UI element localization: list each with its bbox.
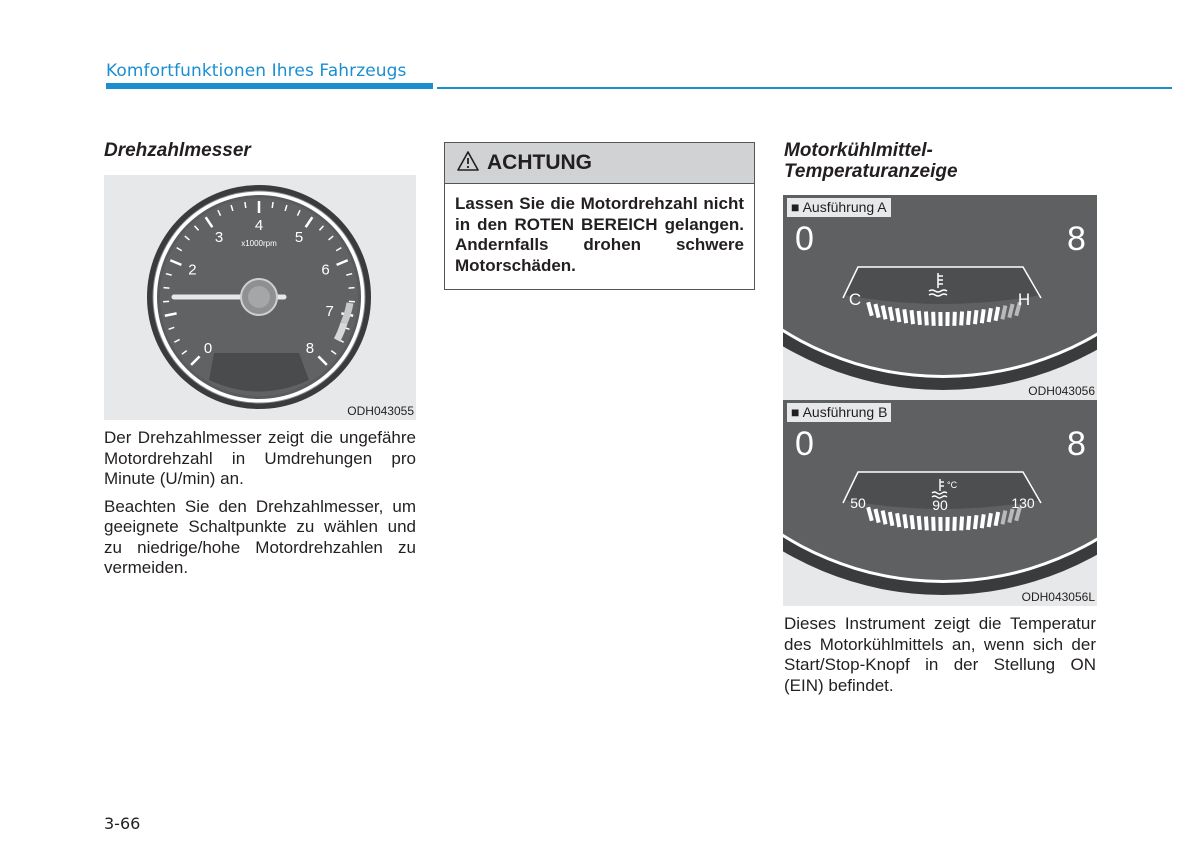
warning-box xyxy=(444,142,755,290)
gauge-a-right-number: 8 xyxy=(1067,220,1086,258)
coolant-heading xyxy=(784,140,958,182)
coolant-heading-line1: Motorkühlmittel- xyxy=(784,140,933,161)
header-rule-thin xyxy=(437,87,1172,89)
running-header: Komfortfunktionen Ihres Fahrzeugs xyxy=(106,61,407,81)
gauge-segment xyxy=(952,312,957,326)
tach-scale-label: 0 xyxy=(203,339,213,357)
warning-triangle-icon xyxy=(457,151,479,176)
gauge-b-left-number: 0 xyxy=(795,425,814,463)
coolant-heading-line2: Temperaturanzeige xyxy=(784,161,958,182)
tach-tick xyxy=(163,288,169,289)
variant-label-a: ■ Ausführung A xyxy=(787,198,891,217)
gauge-segment xyxy=(931,517,936,531)
tach-tick xyxy=(272,202,273,208)
gauge-segment xyxy=(952,517,957,531)
warning-header xyxy=(445,143,754,184)
gauge-segment xyxy=(945,312,949,326)
tach-scale-label: 3 xyxy=(214,229,224,247)
gauge-b-high-label: 130 xyxy=(1011,495,1035,511)
gauge-a-hot-label: H xyxy=(1017,290,1031,309)
paragraph: Der Drehzahlmesser zeigt die ungefähre Motordrehzahl in Umdrehungen pro Minute (U/min) an. xyxy=(104,428,416,488)
gauge-b-mid-label: 90 xyxy=(932,497,948,513)
paragraph: Dieses Instrument zeigt die Temperatur des Motorkühlmittels an, wenn sich der Start/Stop-Knopf in der Stellung ON (EIN) befindet. xyxy=(784,614,1096,695)
figure-code: ODH043056L xyxy=(1021,590,1095,604)
gauge-a-cold-label: C xyxy=(848,290,862,309)
tach-scale-label: 5 xyxy=(294,229,304,247)
tach-scale-label: 8 xyxy=(305,339,315,357)
coolant-gauge-figure-b xyxy=(783,400,1097,606)
figure-code: ODH043055 xyxy=(347,404,414,418)
coolant-gauge-figure-a xyxy=(783,195,1097,400)
gauge-b-unit: °C xyxy=(947,480,958,490)
gauge-b-low-label: 50 xyxy=(850,495,866,511)
gauge-b-right-number: 8 xyxy=(1067,425,1086,463)
tachometer-illustration xyxy=(104,175,416,420)
gauge-segment xyxy=(931,312,936,326)
tachometer-description xyxy=(104,428,416,586)
gauge-segment xyxy=(938,312,942,326)
coolant-gauge-b-illustration xyxy=(783,400,1097,606)
gauge-a-left-number: 0 xyxy=(795,220,814,258)
tachometer-figure xyxy=(104,175,416,420)
tachometer-heading: Drehzahlmesser xyxy=(104,140,251,161)
coolant-description xyxy=(784,614,1096,703)
tach-scale-label: 7 xyxy=(325,303,334,321)
tach-display-window xyxy=(209,353,309,392)
figure-code: ODH043056 xyxy=(1028,384,1095,398)
warning-title: ACHTUNG xyxy=(487,151,592,174)
warning-text: Lassen Sie die Motordrehzahl nicht in den ROTEN BEREICH gelangen. Andernfalls drohen schwere Motorschäden. xyxy=(455,194,744,275)
gauge-segment xyxy=(945,517,949,531)
gauge-segment xyxy=(938,517,942,531)
tach-tick xyxy=(245,202,246,208)
header-rule-thick xyxy=(106,83,433,89)
coolant-gauge-a-illustration xyxy=(783,195,1097,400)
paragraph: Beachten Sie den Drehzahlmesser, um geeignete Schaltpunkte zu wählen und zu niedrige/hohe Motordrehzahlen zu vermeiden. xyxy=(104,496,416,577)
tach-scale-label: 4 xyxy=(254,217,264,234)
variant-label-b: ■ Ausführung B xyxy=(787,403,891,422)
tach-tick xyxy=(349,288,355,289)
page-number: 3-66 xyxy=(104,814,141,833)
tach-unit-label: x1000rpm xyxy=(241,239,277,248)
tach-scale-label: 2 xyxy=(188,261,197,279)
tach-scale-label: 6 xyxy=(321,261,330,279)
